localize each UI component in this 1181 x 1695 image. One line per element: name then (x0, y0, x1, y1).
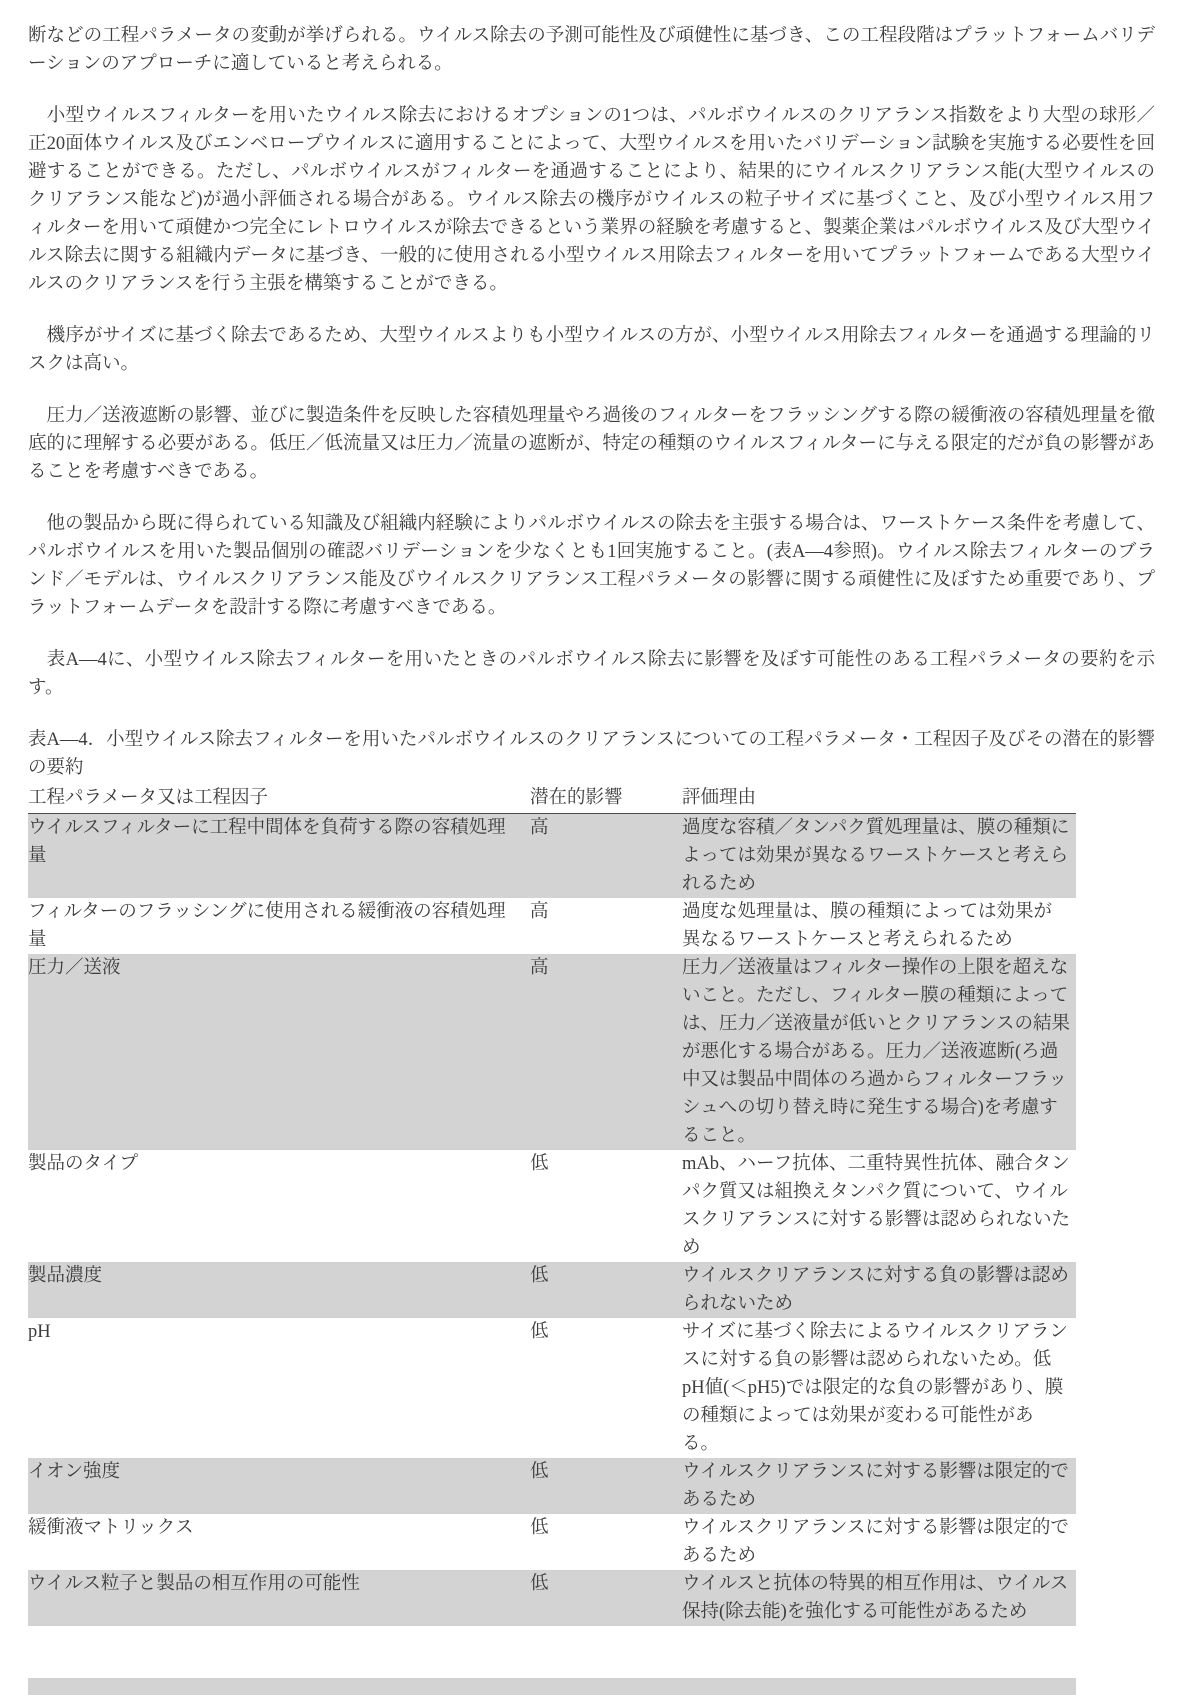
table-row (28, 814, 1076, 899)
cell-reason: ウイルスクリアランスに対する負の影響は認められないため (682, 1266, 1069, 1314)
cell-parameter: フィルターのフラッシングに使用される緩衝液の容積処理量 (28, 902, 506, 950)
cell-impact: 高 (530, 818, 549, 838)
cell-reason: ウイルスクリアランスに対する影響は限定的であるため (682, 1462, 1069, 1510)
cell-impact: 低 (530, 1322, 549, 1342)
body-paragraph: 機序がサイズに基づく除去であるため、大型ウイルスよりも小型ウイルスの方が、小型ウイルス用除去フィルターを通過する理論的リスクは高い。 (28, 326, 1155, 374)
cell-reason: 圧力／送液量はフィルター操作の上限を超えないこと。ただし、フィルター膜の種類によっては、圧力／送液量が低いとクリアランスの結果が悪化する場合がある。圧力／送液遮断(ろ過中又は製品中間体のろ過からフィルターフラッシュへの切り替え時に発生する場合)を考慮すること。 (682, 958, 1070, 1146)
cell-parameter: 緩衝液マトリックス (28, 1518, 194, 1538)
cell-reason: 過度な容積／タンパク質処理量は、膜の種類によっては効果が異なるワーストケースと考えられるため (682, 818, 1070, 894)
body-paragraph: 表A—4に、小型ウイルス除去フィルターを用いたときのパルボウイルス除去に影響を及ぼす可能性のある工程パラメータの要約を示す。 (28, 650, 1155, 698)
table-row (28, 1458, 1076, 1514)
process-parameters-table (28, 784, 1076, 1626)
cell-parameter: 製品濃度 (28, 1266, 103, 1286)
table-caption: 表A—4．小型ウイルス除去フィルターを用いたパルボウイルスのクリアランスについての工程パラメータ・工程因子及びその潜在的影響の要約 (28, 730, 1155, 778)
cell-parameter: 製品のタイプ (28, 1154, 139, 1174)
column-header-impact: 潜在的影響 (530, 784, 682, 814)
cell-impact: 高 (530, 958, 549, 978)
table-header-row (28, 784, 1076, 814)
body-paragraph: 小型ウイルスフィルターを用いたウイルス除去におけるオプションの1つは、パルボウイルスのクリアランス指数をより大型の球形／正20面体ウイルス及びエンベロープウイルスに適用することによって、大型ウイルスを用いたバリデーション試験を実施する必要性を回避することができる。ただし、パルボウイルスがフィルターを通過することにより、結果的にウイルスクリアランス能(大型ウイルスのクリアランス能など)が過小評価される場合がある。ウイルス除去の機序がウイルスの粒子サイズに基づくこと、及び小型ウイルス用フィルターを用いて頑健かつ完全にレトロウイルスが除去できるという業界の経験を考慮すると、製薬企業はパルボウイルス及び大型ウイルス除去に関する組織内データに基づき、一般的に使用される小型ウイルス用除去フィルターを用いてプラットフォームである大型ウイルスのクリアランスを行う主張を構築することができる。 (28, 106, 1155, 294)
column-header-parameter: 工程パラメータ又は工程因子 (28, 784, 530, 814)
body-paragraph: 他の製品から既に得られている知識及び組織内経験によりパルボウイルスの除去を主張する場合は、ワーストケース条件を考慮して、パルボウイルスを用いた製品個別の確認バリデーションを少なくとも1回実施すること。(表A—4参照)。ウイルス除去フィルターのブランド／モデルは、ウイルスクリアランス能及びウイルスクリアランス工程パラメータの影響に関する頑健性に及ぼすため重要であり、プラットフォームデータを設計する際に考慮すべきである。 (28, 514, 1155, 618)
partial-table-row (28, 1678, 1076, 1695)
cell-reason: 過度な処理量は、膜の種類によっては効果が異なるワーストケースと考えられるため (682, 902, 1053, 950)
cell-impact: 低 (530, 1518, 549, 1538)
cell-reason: mAb、ハーフ抗体、二重特異性抗体、融合タンパク質又は組換えタンパク質について、ウイルスクリアランスに対する影響は認められないため (682, 1154, 1070, 1258)
table-row (28, 898, 1076, 954)
cell-parameter: ウイルスフィルターに工程中間体を負荷する際の容積処理量 (28, 818, 506, 866)
cell-parameter: pH (28, 1322, 51, 1342)
table-row (28, 1150, 1076, 1262)
table-row (28, 1570, 1076, 1626)
table-row (28, 1318, 1076, 1458)
cell-reason: ウイルスと抗体の特異的相互作用は、ウイルス保持(除去能)を強化する可能性があるため (682, 1574, 1069, 1622)
body-paragraph: 断などの工程パラメータの変動が挙げられる。ウイルス除去の予測可能性及び頑健性に基づき、この工程段階はプラットフォームバリデーションのアプローチに適していると考えられる。 (28, 26, 1155, 74)
body-paragraph: 圧力／送液遮断の影響、並びに製造条件を反映した容積処理量やろ過後のフィルターをフラッシングする際の緩衝液の容積処理量を徹底的に理解する必要がある。低圧／低流量又は圧力／流量の遮断が、特定の種類のウイルスフィルターに与える限定的だが負の影響があることを考慮すべきである。 (28, 406, 1155, 482)
cell-impact: 低 (530, 1462, 549, 1482)
table-body (28, 814, 1076, 1627)
cell-impact: 低 (530, 1574, 549, 1594)
cell-parameter: ウイルス粒子と製品の相互作用の可能性 (28, 1574, 360, 1594)
column-header-reason: 評価理由 (682, 784, 1076, 814)
cell-impact: 低 (530, 1266, 549, 1286)
table-row (28, 1262, 1076, 1318)
cell-parameter: イオン強度 (28, 1462, 120, 1482)
table-row (28, 954, 1076, 1150)
cell-impact: 高 (530, 902, 549, 922)
cell-reason: ウイルスクリアランスに対する影響は限定的であるため (682, 1518, 1069, 1566)
cell-reason: サイズに基づく除去によるウイルスクリアランスに対する負の影響は認められないため。低pH値(＜pH5)では限定的な負の影響があり、膜の種類によっては効果が変わる可能性がある。 (682, 1322, 1068, 1454)
cell-parameter: 圧力／送液 (28, 958, 121, 978)
table-row (28, 1514, 1076, 1570)
cell-impact: 低 (530, 1154, 549, 1174)
